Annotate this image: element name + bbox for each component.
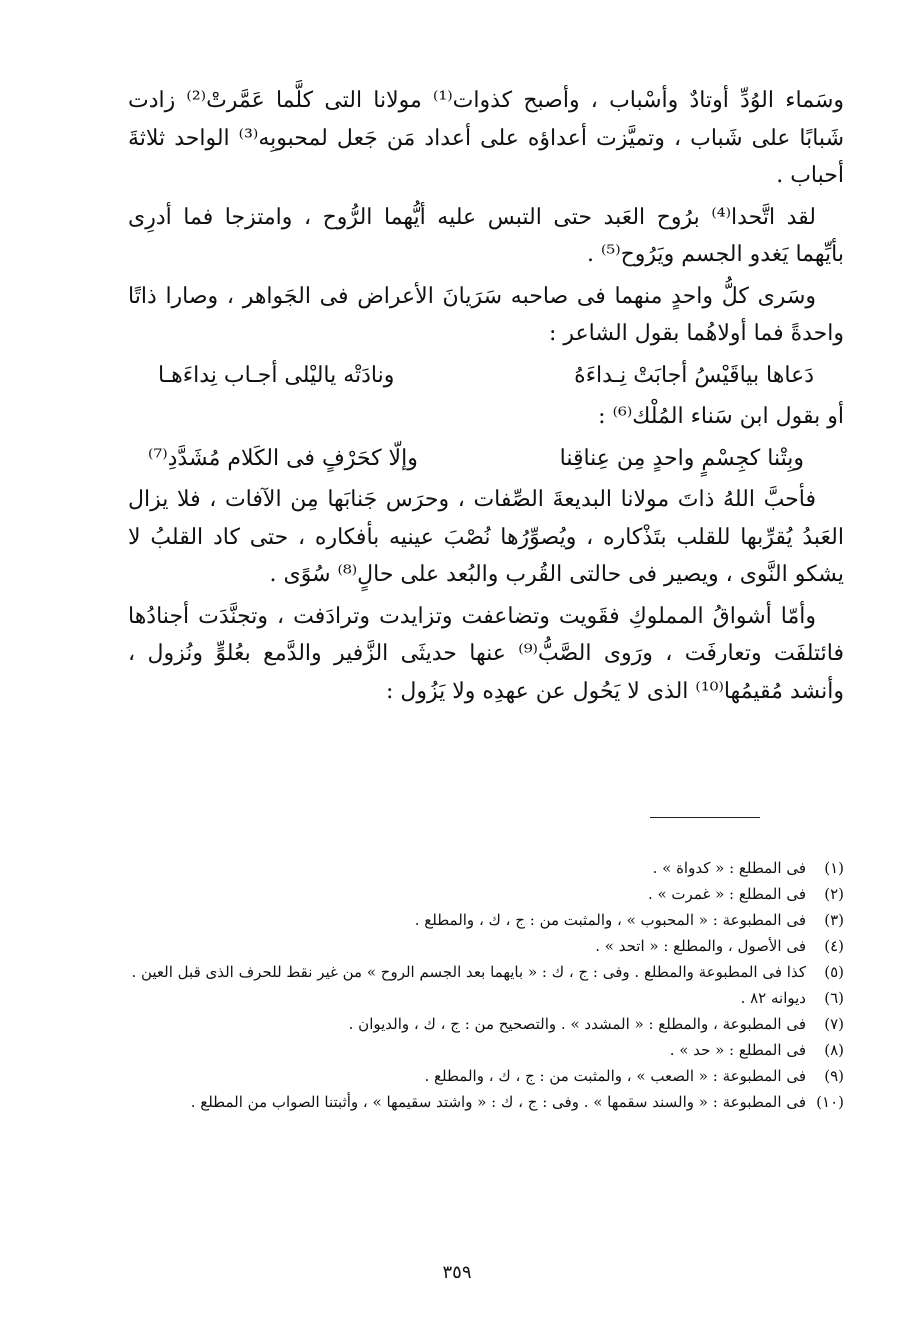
footnote-item [120,985,844,1011]
footnote-text: ديوانه ٨٢ . [740,989,806,1007]
footnote-number: (٧) [824,1015,844,1033]
footnote-number: (٤) [824,937,844,955]
footnote-item [120,1037,844,1063]
footnote-number: (١) [824,859,844,877]
footnote-text: فى المطبوعة : « والسند سقمها » . وفى : ج ، ك : « واشتد سقيمها » ، وأثبتنا الصواب من المطلع . [190,1093,806,1111]
verse-1-first-hemistich: دَعاها بياقَيْسُ أجابَتْ نِـداءَهُ [574,362,814,388]
footnote-text: فى المطبوعة ، والمطلع : « المشدد » . والتصحيح من : ج ، ك ، والديوان . [348,1015,806,1033]
footnote-text: فى الأصول ، والمطلع : « اتحد » . [595,937,806,955]
footnote-number: (٨) [824,1041,844,1059]
footnote-text: فى المطلع : « كدواة » . [652,859,806,877]
footnote-number: (٩) [824,1067,844,1085]
footnote-number: (٣) [824,911,844,929]
footnote-item [120,907,844,933]
footnote-text: فى المطبوعة : « المحبوب » ، والمثبت من : ج ، ك ، والمطلع . [414,911,806,929]
paragraph-3: وسَرى كلُّ واحدٍ منهما فى صاحبه سَرَيانَ الأعراض فى الجَواهر ، وصارا ذاتًا واحدةً فما أولاهُما بقول الشاعر : [128,283,844,346]
paragraph-4: فأحبَّ اللهُ ذاتَ مولانا البديعةَ الصِّفات ، وحرَس جَنابَها مِن الآفات ، فلا يزال العَبدُ يُقرِّبها للقلب بتَذْكاره ، ويُصوِّرُها نُصْبَ عينيه بأفكاره ، حتى كاد القلبُ لا يشكو النَّوى ، ويصير فى حالتى القُرب والبُعد على حالٍ⁽⁸⁾ سُوًى . [128,487,844,587]
verse-2-first-hemistich: وبِتْنا كجِسْمٍ واحدٍ مِن عِناقِنا [559,445,804,471]
page-number: ٣٥٩ [442,1262,472,1283]
paragraph-1: وسَماء الوُدِّ أوتادٌ وأسْباب ، وأصبح كذوات⁽¹⁾ مولانا التى كلَّما عَمَّرتْ⁽²⁾ زادت شَبابًا على شَباب ، وتميَّزت أعداؤه على أعداد مَن جَعل لمحبوبِه⁽³⁾ الواحد ثلاثةَ أحباب . [128,88,845,188]
footnote-item [120,1089,844,1115]
verse-2-second-hemistich: وإلّا كحَرْفٍ فى الكَلام مُشَدَّدِ⁽⁷⁾ [148,445,418,471]
footnote-text: فى المطلع : « غمرت » . [647,885,806,903]
footnote-number: (٦) [824,989,844,1007]
verse-1-second-hemistich: ونادَتْه ياليْلى أجـاب نِداءَهـا [158,362,395,388]
footnote-separator-rule [650,817,760,818]
footnote-item [120,881,844,907]
footnote-text: فى المطبوعة : « الصعب » ، والمثبت من : ج ، ك ، والمطلع . [424,1067,806,1085]
verse-1 [128,357,844,395]
footnote-item [120,855,844,881]
footnote-item [120,959,844,985]
paragraph-2: لقد اتَّحدا⁽⁴⁾ برُوح العَبد حتى التبس عليه أيُّهما الرُّوح ، وامتزجا فما أدرِى بأيِّهما يَغدو الجسم ويَرُوح⁽⁵⁾ . [128,204,844,267]
footnote-item [120,1011,844,1037]
footnote-text: فى المطلع : « حد » . [669,1041,806,1059]
line-before-verse-2: أو بقول ابن سَناء المُلْك⁽⁶⁾ : [598,404,844,429]
main-text-block [128,82,844,714]
paragraph-5: وأمّا أشواقُ المملوكِ فقَويت وتضاعفت وتزايدت وترادَفت ، وتجنَّدَت أجنادُها فائتلفَت وتعارفَت ، ورَوى الصَّبُّ⁽⁹⁾ عنها حديثَى الزَّفير والدَّمع بعُلوٍّ ونُزول ، وأنشد مُقيمُها⁽¹⁰⁾ الذى لا يَحُول عن عهدِه ولا يَزُول : [128,603,844,704]
footnote-number: (٢) [824,885,844,903]
footnote-text: كذا فى المطبوعة والمطلع . وفى : ج ، ك : « بايهما بعد الجسم الروح » من غير نقط للحرف الذى قبل العين . [131,963,806,981]
footnote-item [120,933,844,959]
footnote-number: (١٠) [816,1093,844,1111]
footnote-item [120,1063,844,1089]
footnote-number: (٥) [824,963,844,981]
verse-2 [128,440,844,478]
footnotes-block [120,855,844,1115]
